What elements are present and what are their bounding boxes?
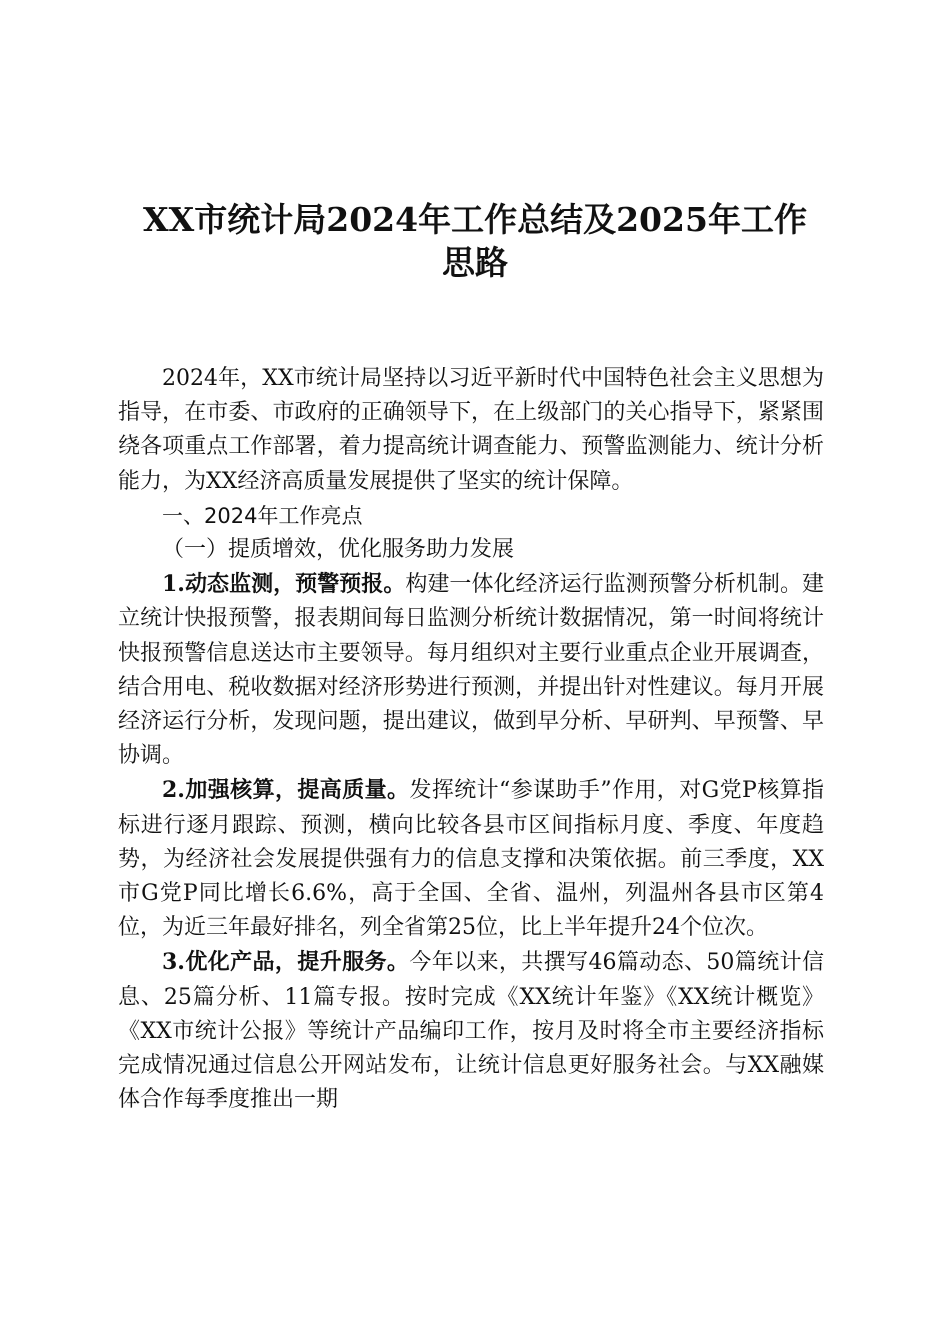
item-paragraph-2: [118, 773, 824, 945]
item-text-3: 今年以来，共撰写46篇动态、50篇统计信息、25篇分析、11篇专报。按时完成《XX统计年鉴》《XX统计概览》《XX市统计公报》等统计产品编印工作，按月及时将全市主要经济指标完成情况通过信息公开网站发布，让统计信息更好服务社会。与XX融媒体合作每季度推出一期: [118, 950, 824, 1113]
item-text-1: 构建一体化经济运行监测预警分析机制。建立统计快报预警，报表期间每日监测分析统计数据情况，第一时间将统计快报预警信息送达市主要领导。每月组织对主要行业重点企业开展调查，结合用电、税收数据对经济形势进行预测，并提出针对性建议。每月开展经济运行分析，发现问题，提出建议，做到早分析、早研判、早预警、早协调。: [118, 572, 824, 769]
document-title-line2: 思路: [442, 243, 508, 282]
section-heading-1: 一、2024年工作亮点: [162, 503, 363, 528]
subsection-heading-1: （一）提质增效，优化服务助力发展: [162, 537, 515, 563]
document-title-line1: XX市统计局2024年工作总结及2025年工作: [143, 200, 807, 239]
document-body: [118, 362, 824, 1117]
item-text-2: 发挥统计“参谋助手”作用，对G党P核算指标进行逐月跟踪、预测，横向比较各县市区间指标月度、季度、年度趋势，为经济社会发展提供强有力的信息支撑和决策依据。前三季度，XX市G党P同比增长6.6%，高于全国、全省、温州，列温州各县市区第4位，为近三年最好排名，列全省第25位，比上半年提升24个位次。: [118, 778, 825, 941]
item-lead-3: 3.优化产品，提升服务。: [162, 949, 410, 976]
intro-paragraph: 2024年，XX市统计局坚持以习近平新时代中国特色社会主义思想为指导，在市委、市政府的正确领导下，在上级部门的关心指导下，紧紧围绕各项重点工作部署，着力提高统计调查能力、预警监测能力、统计分析能力，为XX经济高质量发展提供了坚实的统计保障。: [118, 366, 824, 494]
item-paragraph-1: [118, 567, 824, 773]
item-paragraph-3: [118, 945, 824, 1117]
item-lead-2: 2.加强核算，提高质量。: [162, 777, 410, 804]
item-lead-1: 1.动态监测，预警预报。: [162, 571, 406, 598]
